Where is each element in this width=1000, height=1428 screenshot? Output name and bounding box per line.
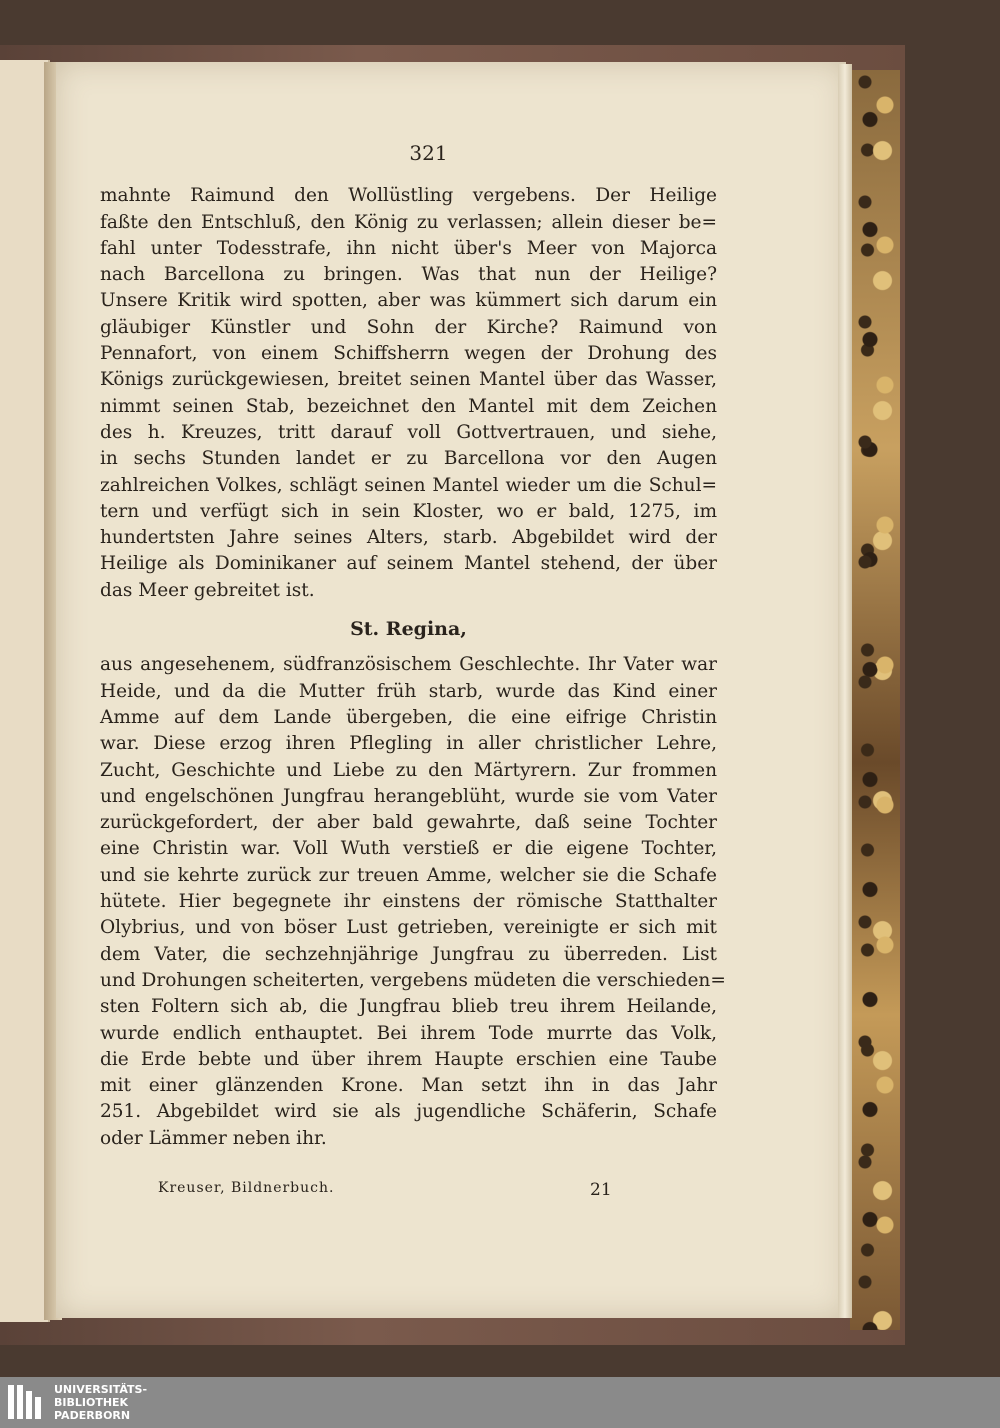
text-line: Heilige als Dominikaner auf seinem Mantel stehend, der über	[100, 553, 717, 575]
text-line: dem Vater, die sechzehnjährige Jungfrau zu überreden. List	[100, 943, 717, 965]
text-line: fahl unter Todesstrafe, ihn nicht über's Meer von Majorca	[100, 237, 717, 259]
library-bar	[0, 1377, 1000, 1428]
paragraph-regina	[100, 652, 726, 1152]
text-line: nimmt seinen Stab, bezeichnet den Mantel mit dem Zeichen	[100, 395, 717, 417]
text-line: in sechs Stunden landet er zu Barcellona vor den Augen	[100, 448, 717, 470]
text-line: die Erde bebte und über ihrem Haupte erschien eine Taube	[100, 1048, 717, 1070]
text-line: faßte den Entschluß, den König zu verlassen; allein dieser be=	[100, 211, 717, 233]
signature-mark: 21	[590, 1180, 612, 1200]
text-line: des h. Kreuzes, tritt darauf voll Gottvertrauen, und siehe,	[100, 421, 717, 443]
text-line: mahnte Raimund den Wollüstling vergebens. Der Heilige	[100, 185, 717, 207]
text-line: war. Diese erzog ihren Pflegling in aller christlicher Lehre,	[100, 733, 717, 755]
text-line: tern und verfügt sich in sein Kloster, wo er bald, 1275, im	[100, 500, 717, 522]
text-line: oder Lämmer neben ihr.	[100, 1127, 327, 1149]
text-line: und engelschönen Jungfrau herangeblüht, wurde sie vom Vater	[100, 785, 717, 807]
text-line: mit einer glänzenden Krone. Man setzt ihn in das Jahr	[100, 1075, 717, 1097]
library-logo-icon	[6, 1383, 46, 1421]
text-line: eine Christin war. Voll Wuth verstieß er die eigene Tochter,	[100, 838, 717, 860]
page-stack-edge	[838, 64, 852, 1318]
text-line: gläubiger Künstler und Sohn der Kirche? Raimund von	[100, 316, 717, 338]
library-name: UNIVERSITÄTS- BIBLIOTHEK PADERBORN	[54, 1383, 148, 1422]
page-text	[100, 140, 726, 1152]
page-footer	[158, 1180, 618, 1200]
text-line: Königs zurückgewiesen, breitet seinen Mantel über das Wasser,	[100, 369, 717, 391]
text-line: Amme auf dem Lande übergeben, die eine eifrige Christin	[100, 706, 717, 728]
text-line: Heide, und da die Mutter früh starb, wurde das Kind einer	[100, 680, 717, 702]
text-line: Unsere Kritik wird spotten, aber was kümmert sich darum ein	[100, 290, 717, 312]
text-line: nach Barcellona zu bringen. Was that nun der Heilige?	[100, 264, 717, 286]
page-number: 321	[409, 141, 448, 165]
text-line: wurde endlich enthauptet. Bei ihrem Tode murrte das Volk,	[100, 1022, 717, 1044]
left-page-edge	[0, 60, 50, 1322]
text-line: und sie kehrte zurück zur treuen Amme, welcher sie die Schafe	[100, 864, 717, 886]
text-line: hundertsten Jahre seines Alters, starb. Abgebildet wird der	[100, 527, 717, 549]
text-line: zurückgefordert, der aber bald gewahrte, daß seine Tochter	[100, 812, 717, 834]
text-line: Olybrius, und von böser Lust getrieben, vereinigte er sich mit	[100, 917, 717, 939]
footer-title: Kreuser, Bildnerbuch.	[158, 1180, 335, 1196]
text-line: aus angesehenem, südfranzösischem Geschlechte. Ihr Vater war	[100, 654, 717, 676]
section-heading: St. Regina,	[350, 618, 467, 641]
text-line: und Drohungen scheiterten, vergebens müdeten die verschieden=	[100, 969, 726, 991]
text-line: sten Foltern sich ab, die Jungfrau blieb treu ihrem Heilande,	[100, 996, 717, 1018]
text-line: Pennafort, von einem Schiffsherrn wegen der Drohung des	[100, 343, 717, 365]
text-line: 251. Abgebildet wird sie als jugendliche Schäferin, Schafe	[100, 1101, 717, 1123]
text-line: hütete. Hier begegnete ihr einstens der römische Statthalter	[100, 891, 717, 913]
paragraph-raimund	[100, 183, 717, 604]
marbled-edge	[850, 70, 900, 1330]
text-line: das Meer gebreitet ist.	[100, 579, 315, 601]
text-line: Zucht, Geschichte und Liebe zu den Märtyrern. Zur frommen	[100, 759, 717, 781]
text-line: zahlreichen Volkes, schlägt seinen Mantel wieder um die Schul=	[100, 474, 717, 496]
